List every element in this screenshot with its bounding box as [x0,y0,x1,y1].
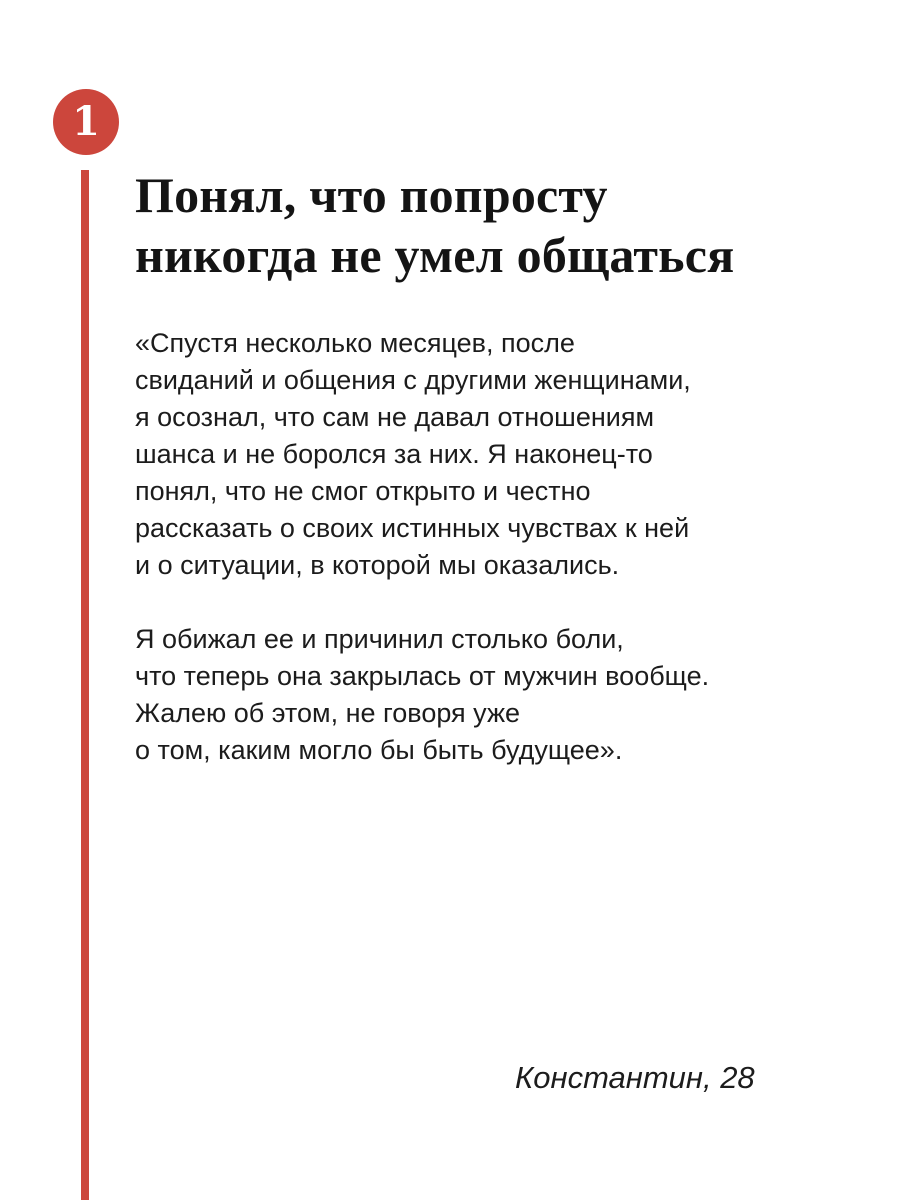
title-line: Понял, что попросту [135,167,608,223]
quote-paragraph [135,621,855,769]
quote-paragraph [135,325,855,584]
quote-line: что теперь она закрылась от мужчин вообще. [135,661,710,691]
quote-line: я осознал, что сам не давал отношениям [135,402,655,432]
quote-line: понял, что не смог открыто и честно [135,476,591,506]
quote-line: шанса и не боролся за них. Я наконец-то [135,439,653,469]
accent-vertical-line [81,170,89,1200]
quote-line: Жалею об этом, не говоря уже [135,698,521,728]
quote-line: рассказать о своих истинных чувствах к ней [135,513,690,543]
quote-line: Я обижал ее и причинил столько боли, [135,624,624,654]
author-signature: Константин, 28 [515,1060,755,1095]
story-title [135,165,835,285]
quote-line: и о ситуации, в которой мы оказались. [135,550,620,580]
number-badge: 1 [53,89,119,155]
quote-body [135,325,855,769]
quote-line: о том, каким могло бы быть будущее». [135,735,623,765]
quote-line: «Спустя несколько месяцев, после [135,328,575,358]
quote-line: свиданий и общения с другими женщинами, [135,365,691,395]
title-line: никогда не умел общаться [135,227,735,283]
